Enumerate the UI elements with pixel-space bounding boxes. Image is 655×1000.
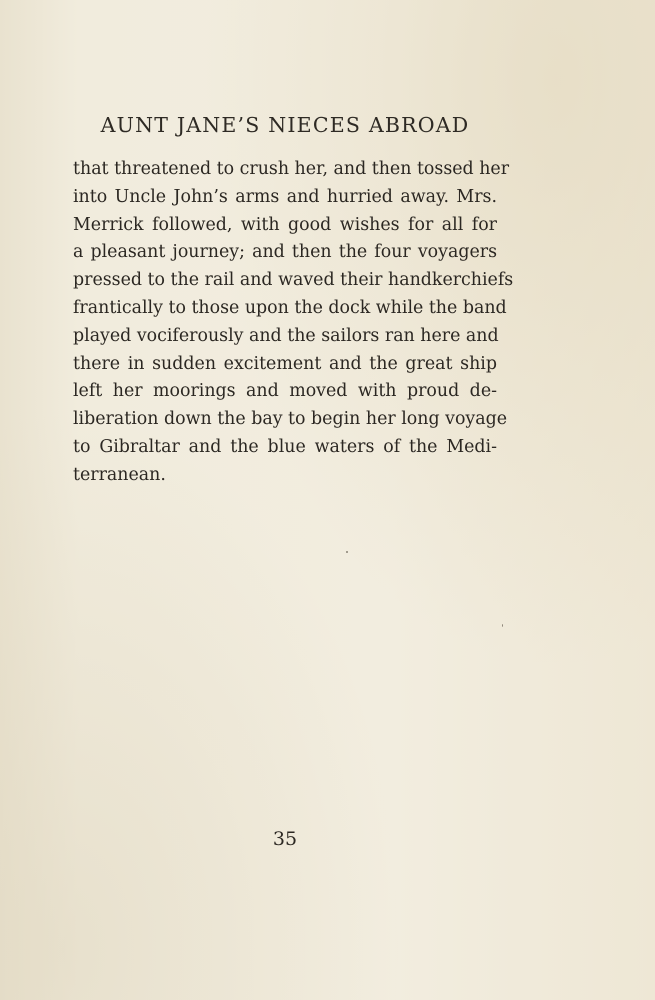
paper-speck <box>502 624 503 627</box>
page-number: 35 <box>272 828 298 850</box>
text-line: liberation down the bay to begin her long voyage <box>73 409 508 430</box>
text-line: played vociferously and the sailors ran here and <box>73 325 499 346</box>
text-line: a pleasant journey; and then the four voyagers <box>73 242 497 263</box>
text-line: into Uncle John’s arms and hurried away. Mrs. <box>73 186 497 207</box>
text-line: pressed to the rail and waved their handkerchiefs <box>73 270 514 291</box>
text-line: Merrick followed, with good wishes for all for <box>73 214 497 235</box>
running-head: AUNT JANE’S NIECES ABROAD <box>100 113 470 137</box>
text-line: terranean. <box>73 464 166 485</box>
text-line: there in sudden excitement and the great ship <box>73 353 497 374</box>
body-text <box>73 156 514 490</box>
text-line: frantically to those upon the dock while the band <box>73 297 507 318</box>
text-line: left her moorings and moved with proud de- <box>73 381 497 402</box>
text-line: to Gibraltar and the blue waters of the Medi- <box>73 436 497 457</box>
text-line: that threatened to crush her, and then tossed her <box>73 159 510 179</box>
paper-speck <box>346 551 348 553</box>
